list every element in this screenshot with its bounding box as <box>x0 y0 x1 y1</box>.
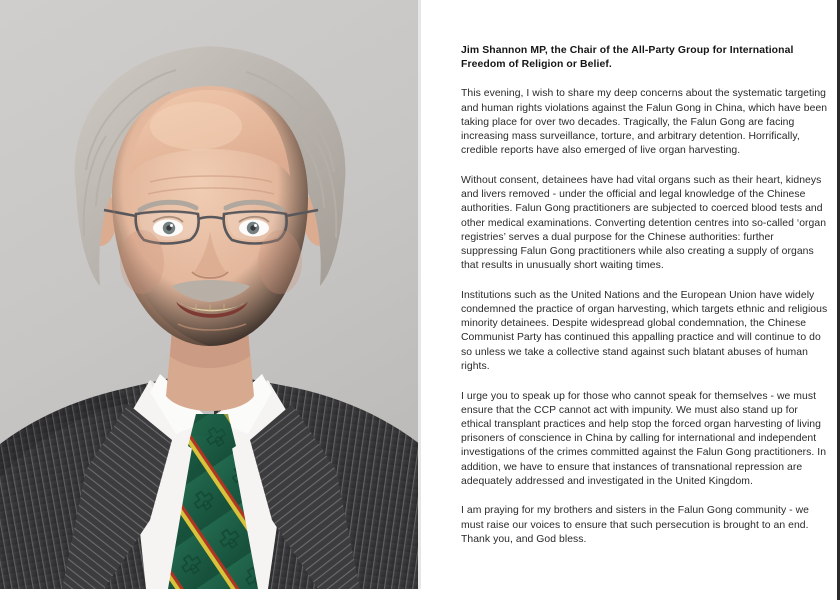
statement-paragraph-2: Without consent, detainees have had vital organs such as their heart, kidneys and livers removed - under the official and legal knowledge of the Chinese authorities. Falun Gong practitioners are subjected to coerced blood tests and other medical examinations. Converting detention centres into so-called ‘organ registries’ serves a dual purpose for the Chinese authorities: further suppressing Falun Gong practitioners while also creating a supply of organs that results in unusually short waiting times. <box>461 174 827 272</box>
portrait-illustration <box>0 0 418 589</box>
portrait-photo <box>0 0 418 589</box>
statement-text-panel <box>421 0 837 600</box>
statement-paragraph-3: Institutions such as the United Nations and the European Union have widely condemned the practice of organ harvesting, which targets ethnic and religious minority detainees. Despite widespread global condemnation, the Chinese Communist Party has continued this appalling practice and will continue to do so unless we take a collective stand against such blatant abuses of human rights. <box>461 289 828 372</box>
statement-paragraph-1: This evening, I wish to share my deep concerns about the systematic targeting and human rights violations against the Falun Gong in China, which have been taking place for over two decades. Tragically, the Falun Gong are facing increasing mass surveillance, torture, and arbitrary detention. Horrifically, credible reports have also emerged of live organ harvesting. <box>461 88 828 157</box>
statement-paragraph-5: I am praying for my brothers and sisters in the Falun Gong community - we must raise our voices to ensure that such persecution is brought to an end. Thank you, and God bless. <box>461 505 809 545</box>
statement-heading: Jim Shannon MP, the Chair of the All-Party Group for International Freedom of Religion or Belief. <box>461 45 794 71</box>
statement-paragraph-4: I urge you to speak up for those who cannot speak for themselves - we must ensure that the CCP cannot act with impunity. We must also stand up for ethical transplant practices and help stop the forced organ harvesting of living prisoners of conscience in China by calling for international and independent investigations of the crimes committed against the Falun Gong practitioners. In addition, we have to ensure that instances of transnational repression are adequately addressed and investigated in the United Kingdom. <box>461 390 827 487</box>
